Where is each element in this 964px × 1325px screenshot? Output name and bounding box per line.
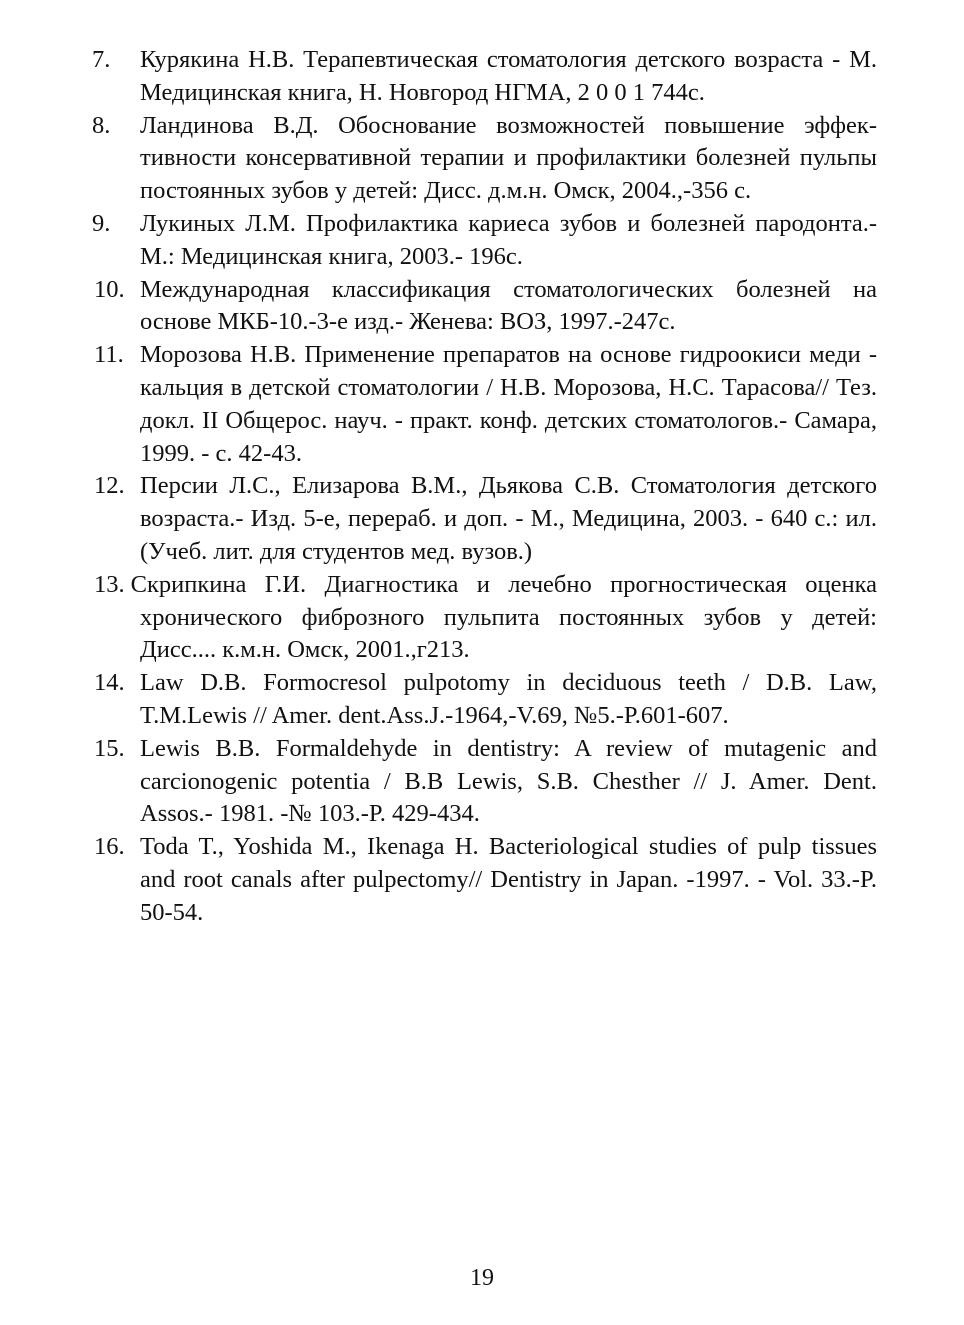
reference-number: 12.: [94, 472, 125, 500]
reference-text: Персии Л.С., Елизарова В.М., Дьякова С.В. Стоматология детского возраста.- Изд. 5-е, перераб. и доп. - М., Медицина, 2003. - 640 с.: ил. (Учеб. лит. для студентов мед. вузов.): [140, 472, 877, 565]
reference-item: [92, 569, 877, 667]
reference-item: [92, 470, 877, 568]
reference-item: [92, 733, 877, 831]
reference-text: Международная классификация стоматологических болезней на основе МКБ-10.-3-е изд.- Женева: ВОЗ, 1997.-247с.: [140, 275, 877, 336]
reference-list: [92, 44, 877, 930]
reference-item: [92, 208, 877, 274]
reference-text: Law D.B. Formocresol pulpotomy in deciduous teeth / D.B. Law, T.M.Lewis // Amer. dent.Ass.J.-1964,-V.69, №5.-P.601-607.: [140, 669, 877, 729]
page-number: 19: [470, 1265, 494, 1291]
reference-item: [92, 274, 877, 340]
reference-text: Курякина Н.В. Терапевтическая стоматология детского возраста - М. Медицинская книга, Н. Новгород НГМА, 2 0 0 1 744с.: [140, 46, 877, 106]
reference-item: [92, 110, 877, 208]
reference-number: 8.: [92, 111, 111, 139]
reference-number: 11.: [94, 341, 124, 369]
reference-text: Морозова Н.В. Применение препаратов на основе гидроокиси меди - кальция в детской стоматологии / Н.В. Морозова, Н.С. Тарасова// Тез. докл. II Общерос. науч. - практ. конф. детских стоматологов.- Самара, 1999. - с. 42-43.: [140, 341, 877, 467]
reference-item: [92, 44, 877, 110]
reference-item: [92, 339, 877, 470]
reference-number: 9.: [92, 209, 111, 237]
reference-item: [92, 831, 877, 929]
reference-number: 13.: [94, 570, 125, 598]
reference-number: 14.: [94, 669, 125, 697]
reference-number: 7.: [92, 46, 111, 73]
reference-text: Скрипкина Г.И. Диагностика и лечебно прогностическая оценка хронического фиброзного пульпита постоянных зубов у детей: Дисс.... к.м.н. Омск, 2001.,г213.: [130, 570, 877, 664]
reference-text: Toda T., Yoshida M., Ikenaga H. Bacteriological studies of pulp tissues and root canals after pulpectomy// Dentistry in Japan. -1997. - Vol. 33.-P. 50-54.: [140, 833, 877, 926]
reference-text: Ландинова В.Д. Обоснование возможностей повышение эффективности консервативной терапии и профилактики болезней пульпы постоянных зубов у детей: Дисс. д.м.н. Омск, 2004.,-356 с.: [140, 111, 877, 205]
reference-item: [92, 667, 877, 733]
reference-number: 15.: [94, 734, 125, 762]
reference-text: Lewis B.B. Formaldehyde in dentistry: A review of mutagenic and carcionogenic potentia / B.B Lewis, S.B. Chesther // J. Amer. Dent. Assos.- 1981. -№ 103.-P. 429-434.: [140, 734, 877, 828]
reference-number: 16.: [94, 833, 125, 861]
reference-text: Лукиных Л.М. Профилактика кариеса зубов и болезней пародонта.-М.: Медицинская книга, 2003.- 196с.: [140, 209, 877, 270]
reference-number: 10.: [94, 275, 125, 303]
